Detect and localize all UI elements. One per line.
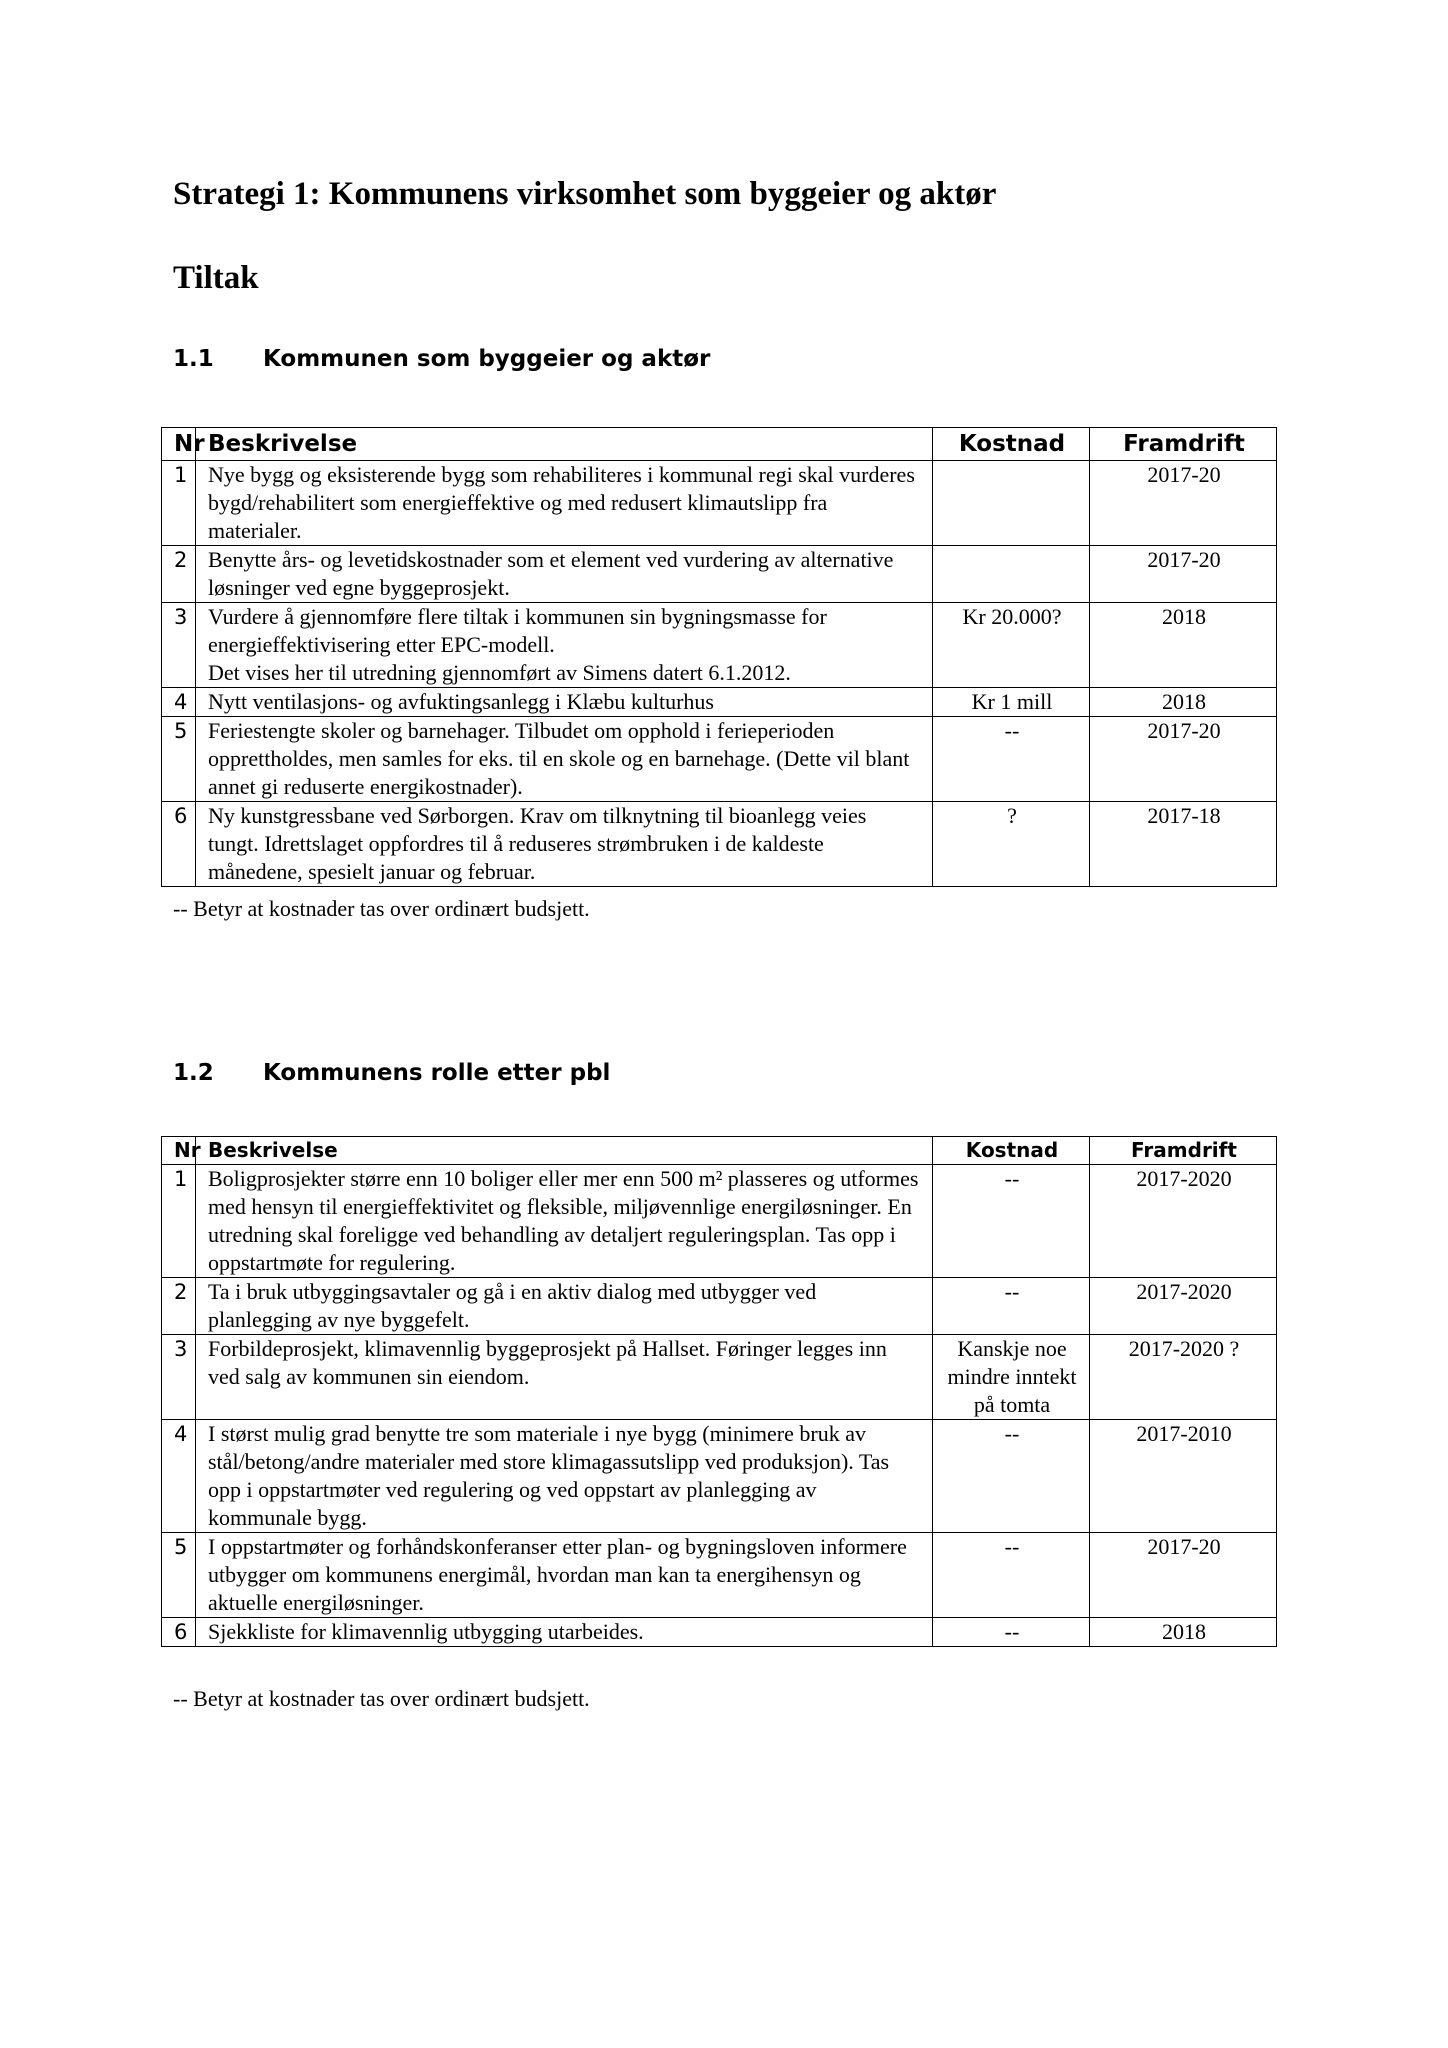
table-row	[162, 717, 1277, 802]
row-number: 6	[162, 1618, 196, 1647]
header-progress: Framdrift	[1090, 1137, 1277, 1165]
row-cost: --	[933, 717, 1090, 802]
row-description: Ny kunstgressbane ved Sørborgen. Krav om tilknytning til bioanlegg veies tungt. Idrettslaget oppfordres til å reduseres strømbruken i de kaldeste månedene, spesielt januar og februar.	[196, 802, 933, 887]
row-description: Benytte års- og levetidskostnader som et element ved vurdering av alternative løsninger ved egne byggeprosjekt.	[196, 546, 933, 603]
row-cost: --	[933, 1165, 1090, 1278]
row-progress: 2017-2010	[1090, 1420, 1277, 1533]
section-number: 1.1	[173, 346, 214, 372]
row-cost: Kr 20.000?	[933, 603, 1090, 688]
row-cost: --	[933, 1278, 1090, 1335]
row-progress: 2017-2020	[1090, 1278, 1277, 1335]
row-description: Sjekkliste for klimavennlig utbygging utarbeides.	[196, 1618, 933, 1647]
row-description-line: Vurdere å gjennomføre flere tiltak i kommunen sin bygningsmasse for energieffektivisering etter EPC-modell.	[208, 604, 827, 657]
row-description: I størst mulig grad benytte tre som materiale i nye bygg (minimere bruk av stål/betong/andre materialer med store klimagassutslipp ved produksjon). Tas opp i oppstartmøter ved regulering og ved oppstart av planlegging av kommunale bygg.	[196, 1420, 933, 1533]
row-progress: 2017-2020	[1090, 1165, 1277, 1278]
row-description: Nytt ventilasjons- og avfuktingsanlegg i Klæbu kulturhus	[196, 688, 933, 717]
row-progress: 2017-20	[1090, 1533, 1277, 1618]
row-progress: 2017-18	[1090, 802, 1277, 887]
row-cost	[933, 546, 1090, 603]
table-row	[162, 1533, 1277, 1618]
row-number: 5	[162, 1533, 196, 1618]
table-row	[162, 603, 1277, 688]
section-number: 1.2	[173, 1060, 214, 1086]
row-number: 3	[162, 603, 196, 688]
row-number: 1	[162, 461, 196, 546]
table-row	[162, 1278, 1277, 1335]
header-cost: Kostnad	[933, 428, 1090, 461]
document-title: Strategi 1: Kommunens virksomhet som byggeier og aktør	[173, 176, 997, 212]
section-heading-1-2	[173, 1060, 610, 1086]
row-number: 2	[162, 1278, 196, 1335]
row-cost: ?	[933, 802, 1090, 887]
table-header-row	[162, 428, 1277, 461]
row-number: 1	[162, 1165, 196, 1278]
row-cost	[933, 461, 1090, 546]
header-description: Beskrivelse	[196, 428, 933, 461]
row-progress: 2017-20	[1090, 546, 1277, 603]
row-description: Ta i bruk utbyggingsavtaler og gå i en aktiv dialog med utbygger ved planlegging av nye byggefelt.	[196, 1278, 933, 1335]
row-progress: 2017-2020 ?	[1090, 1335, 1277, 1420]
row-description: Boligprosjekter større enn 10 boliger eller mer enn 500 m² plasseres og utformes med hensyn til energieffektivitet og fleksible, miljøvennlige energiløsninger. En utredning skal foreligge ved behandling av detaljert reguleringsplan. Tas opp i oppstartmøte for regulering.	[196, 1165, 933, 1278]
row-cost: Kanskje noe mindre inntekt på tomta	[933, 1335, 1090, 1420]
table-row	[162, 546, 1277, 603]
row-number: 3	[162, 1335, 196, 1420]
header-nr: Nr	[162, 428, 196, 461]
row-progress: 2017-20	[1090, 717, 1277, 802]
row-progress: 2018	[1090, 1618, 1277, 1647]
row-progress: 2017-20	[1090, 461, 1277, 546]
header-cost: Kostnad	[933, 1137, 1090, 1165]
row-description-note: Det vises her til utredning gjennomført av Simens datert 6.1.2012.	[208, 660, 791, 685]
table-row	[162, 1618, 1277, 1647]
table-row	[162, 461, 1277, 546]
section-title: Kommunen som byggeier og aktør	[263, 346, 711, 372]
row-progress: 2018	[1090, 688, 1277, 717]
header-nr: Nr	[162, 1137, 196, 1165]
section-heading-1-1	[173, 346, 710, 372]
measures-table-1-2	[161, 1136, 1277, 1647]
header-progress: Framdrift	[1090, 428, 1277, 461]
row-number: 4	[162, 1420, 196, 1533]
row-number: 5	[162, 717, 196, 802]
row-number: 6	[162, 802, 196, 887]
footnote: -- Betyr at kostnader tas over ordinært budsjett.	[173, 896, 590, 921]
row-description	[196, 603, 933, 688]
footnote: -- Betyr at kostnader tas over ordinært budsjett.	[173, 1686, 590, 1711]
table-header-row	[162, 1137, 1277, 1165]
row-description: Feriestengte skoler og barnehager. Tilbudet om opphold i ferieperioden opprettholdes, men samles for eks. til en skole og en barnehage. (Dette vil blant annet gi reduserte energikostnader).	[196, 717, 933, 802]
header-description: Beskrivelse	[196, 1137, 933, 1165]
row-description: I oppstartmøter og forhåndskonferanser etter plan- og bygningsloven informere utbygger om kommunens energimål, hvordan man kan ta energihensyn og aktuelle energiløsninger.	[196, 1533, 933, 1618]
table-row	[162, 688, 1277, 717]
row-cost: --	[933, 1420, 1090, 1533]
document-subtitle: Tiltak	[173, 260, 259, 296]
row-cost: Kr 1 mill	[933, 688, 1090, 717]
measures-table-1-1	[161, 427, 1277, 887]
row-cost: --	[933, 1618, 1090, 1647]
table-row	[162, 1420, 1277, 1533]
row-progress: 2018	[1090, 603, 1277, 688]
table-row	[162, 1335, 1277, 1420]
row-number: 4	[162, 688, 196, 717]
table-row	[162, 1165, 1277, 1278]
row-number: 2	[162, 546, 196, 603]
row-description: Nye bygg og eksisterende bygg som rehabiliteres i kommunal regi skal vurderes bygd/rehabilitert som energieffektive og med redusert klimautslipp fra materialer.	[196, 461, 933, 546]
row-description: Forbildeprosjekt, klimavennlig byggeprosjekt på Hallset. Føringer legges inn ved salg av kommunen sin eiendom.	[196, 1335, 933, 1420]
section-title: Kommunens rolle etter pbl	[263, 1060, 611, 1086]
table-row	[162, 802, 1277, 887]
row-cost: --	[933, 1533, 1090, 1618]
